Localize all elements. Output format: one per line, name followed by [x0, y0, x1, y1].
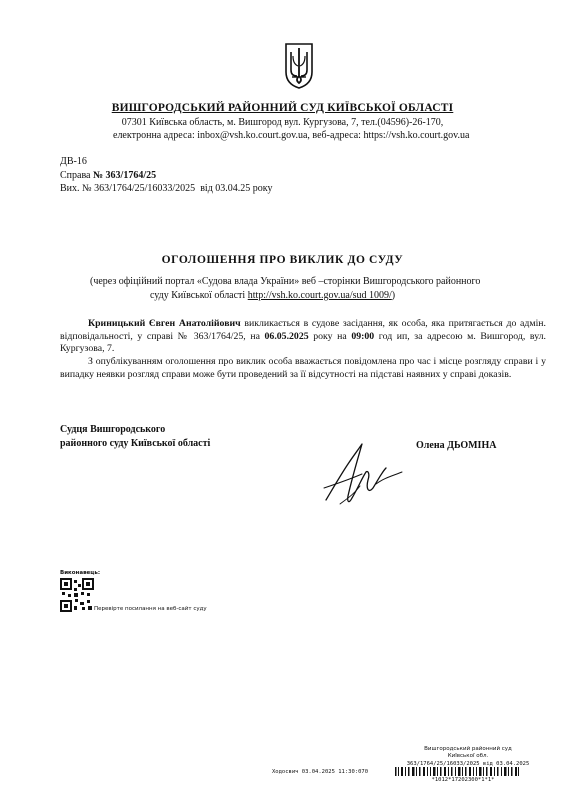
stamp-line2: Київської обл.	[447, 753, 489, 759]
portal-note-line1: (через офіційний портал «Судова влада України» веб –сторінки Вишгородського районного	[90, 276, 481, 287]
qr-caption: Перевірте посилання на веб-сайт суду	[94, 606, 207, 612]
judge-signature	[318, 428, 418, 512]
summons-paragraph	[60, 318, 546, 356]
summons-text-b: року на	[308, 330, 352, 342]
outgoing-ref	[60, 183, 273, 195]
judge-role-line1: Судця Вишгородського	[60, 424, 166, 435]
court-contacts	[113, 130, 553, 142]
barcode-icon	[395, 767, 520, 776]
outgoing-date: від 03.04.25 року	[200, 183, 273, 194]
stamp-line1: Вишгородський районний суд	[424, 746, 512, 752]
summons-text-a: викликається в судове засідання, як особа, яка притягається до адмін. відповідальності, у справі № 363/1764/25, на	[60, 318, 547, 342]
case-number-line	[60, 170, 156, 182]
judge-name: Олена ДЬОМІНА	[416, 440, 497, 451]
barcode-text: *1012*17202300*1*1*	[431, 777, 495, 783]
hearing-time: 09:00	[351, 330, 375, 342]
summons-text-c: год ип, за адресою м. Вишгород, вул. Кургузова, 7.	[60, 330, 547, 354]
portal-note-close: )	[391, 290, 396, 301]
form-code: ДВ-16	[60, 156, 87, 167]
court-name: ВИШГОРОДСЬКИЙ РАЙОННИЙ СУД КИЇВСЬКОЇ ОБЛАСТІ	[111, 102, 454, 114]
coat-of-arms-icon	[284, 42, 314, 90]
stamp-line3: 363/1764/25/16033/2025 від 03.04.2025	[406, 761, 530, 767]
portal-note-line2	[150, 290, 550, 302]
qr-code-icon[interactable]	[60, 578, 94, 612]
portal-note-text: суду Київської області	[150, 290, 248, 301]
notice-title: ОГОЛОШЕННЯ ПРО ВИКЛИК ДО СУДУ	[161, 254, 404, 266]
executor-label: Виконавець:	[60, 570, 101, 576]
person-name: Криницький Євген Анатолійович	[88, 318, 241, 329]
notification-paragraph: З опублікуванням оголошення про виклик особа вважається повідомлена про час і місце розгляду справи і у випадку неявки розгляд справи може бути проведений за її відсутності на підставі наявних у справі доказів.	[60, 356, 546, 380]
court-contacts-text: електронна адреса: inbox@vsh.ko.court.gov.ua, веб-адреса: https://vsh.ko.court.gov.ua	[113, 130, 470, 141]
outgoing-number: Вих. № 363/1764/25/16033/2025	[60, 183, 196, 194]
hearing-date: 06.05.2025	[264, 330, 309, 342]
case-number: № 363/1764/25	[93, 170, 157, 181]
stamp-outgoing: Ходосвич 03.04.2025 11:30:070	[272, 769, 369, 775]
portal-link[interactable]: http://vsh.ko.court.gov.ua/sud 1009/	[247, 290, 392, 301]
court-address: 07301 Київська область, м. Вишгород вул. Кургузова, 7, тел.(04596)-26-170,	[121, 117, 444, 128]
judge-role-line2: районного суду Київської області	[60, 438, 211, 449]
case-label: Справа	[60, 170, 93, 181]
